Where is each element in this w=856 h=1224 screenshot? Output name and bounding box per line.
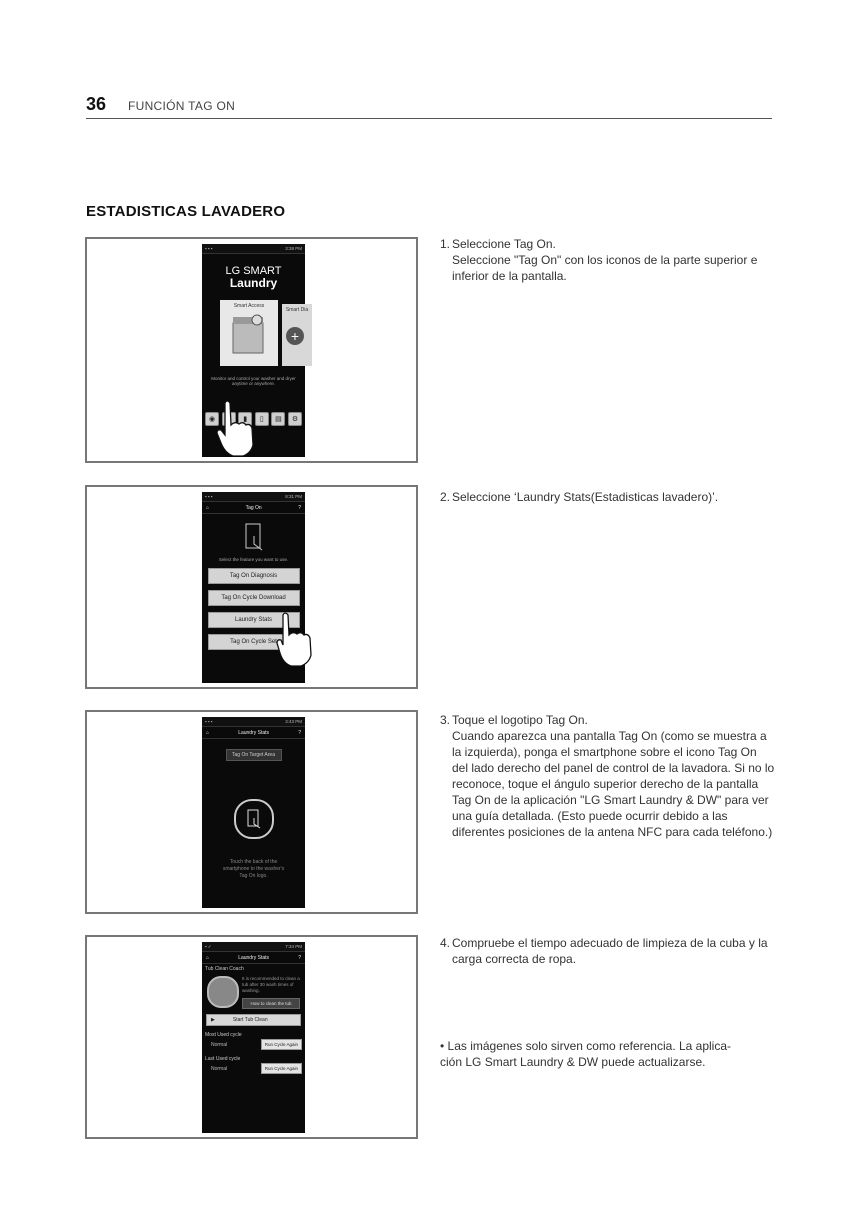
status-time: 3:43 PM xyxy=(285,719,302,724)
app-title-line1: LG SMART xyxy=(225,265,282,277)
how-to-clean-button[interactable]: How to clean the tub xyxy=(242,998,300,1009)
play-icon: ▶ xyxy=(211,1017,215,1023)
status-bar xyxy=(202,717,305,727)
status-bar xyxy=(202,492,305,502)
tub-clean-coach-label: Tub Clean Coach xyxy=(205,966,244,972)
settings-icon[interactable]: ⚙ xyxy=(288,412,302,426)
step-heading: Compruebe el tiempo adecuado de limpieza de la cuba y la carga correcta de ropa. xyxy=(452,936,768,966)
screenshot-frame-3 xyxy=(85,710,418,914)
status-icons: ▪ ▪ ▪ xyxy=(205,494,213,499)
drum-icon xyxy=(207,976,239,1008)
hand-pointer-icon xyxy=(275,611,315,669)
screen-title: Laundry Stats xyxy=(238,954,270,961)
step-heading: Seleccione ‘Laundry Stats(Estadisticas lavadero)’. xyxy=(452,490,719,504)
home-icon[interactable]: ⌂ xyxy=(206,729,210,736)
coach-panel xyxy=(202,974,305,1010)
step-3 xyxy=(440,712,775,840)
reference-note: • Las imágenes solo sirven como referencia. La aplica- ción LG Smart Laundry & DW puede actualizarse. xyxy=(440,1039,732,1069)
page-number: 36 xyxy=(86,94,107,114)
page-title: ESTADISTICAS LAVADERO xyxy=(86,203,286,220)
last-used-label: Last Used cycle xyxy=(205,1056,241,1062)
screenshot-frame-1 xyxy=(85,237,418,463)
step-number: 2. xyxy=(440,490,451,504)
status-time: 7:34 PM xyxy=(285,944,302,949)
plus-icon: + xyxy=(286,327,304,345)
screenshot-frame-4 xyxy=(85,935,418,1139)
home-icon[interactable]: ⌂ xyxy=(206,504,210,511)
start-tub-clean-button[interactable] xyxy=(206,1014,301,1026)
tagline: Monitor and control your washer and dryer anytime or anywhere. xyxy=(211,376,296,386)
washer-illustration xyxy=(229,313,269,357)
smart-access-card[interactable] xyxy=(220,300,278,366)
step-heading: Toque el logotipo Tag On. xyxy=(452,713,588,727)
phone-icon[interactable]: ▯ xyxy=(255,412,269,426)
download-icon[interactable]: ▮ xyxy=(238,412,252,426)
step-1 xyxy=(440,236,775,284)
last-used-value: Normal xyxy=(211,1065,228,1072)
start-tub-clean-label: Start Tub Clean xyxy=(232,1017,268,1023)
phone-screen-4 xyxy=(202,942,305,1133)
tag-on-target-area-button[interactable]: Tag On Target Area xyxy=(226,749,282,761)
status-time: 8:31 PM xyxy=(285,494,302,499)
last-used-row xyxy=(202,1063,305,1074)
instruction-text: Touch the back of the smartphone to the washer's Tag On logo. xyxy=(222,859,285,879)
card-label: Smart Access xyxy=(233,303,265,309)
run-cycle-again-button[interactable]: Run Cycle Again xyxy=(261,1039,302,1050)
screenshot-frame-2 xyxy=(85,485,418,689)
help-icon[interactable]: ? xyxy=(298,504,301,511)
status-bar xyxy=(202,244,305,254)
screen-title: Laundry Stats xyxy=(238,729,270,736)
screen-title: Tag On xyxy=(245,504,262,511)
status-icons: ▪ ✓ xyxy=(205,943,212,949)
manual-icon[interactable]: ▤ xyxy=(271,412,285,426)
tag-on-icon[interactable]: ◉ xyxy=(205,412,219,426)
step-body: Seleccione "Tag On" con los iconos de la parte superior e inferior de la pantalla. xyxy=(452,253,758,283)
page-header xyxy=(86,96,772,119)
tag-on-cycle-set-button[interactable]: Tag On Cycle Set xyxy=(208,634,300,650)
most-used-value: Normal xyxy=(211,1041,228,1048)
tag-on-phone-icon xyxy=(245,808,263,830)
most-used-row xyxy=(202,1039,305,1050)
home-icon[interactable]: ⌂ xyxy=(206,954,210,961)
step-heading: Seleccione Tag On. xyxy=(452,237,556,251)
run-cycle-again-button[interactable]: Run Cycle Again xyxy=(261,1063,302,1074)
step-number: 4. xyxy=(440,936,451,950)
step-2 xyxy=(440,489,775,505)
step-4 xyxy=(440,935,775,967)
card-label: Smart Dia xyxy=(285,307,309,313)
phone-screen-3 xyxy=(202,717,305,908)
step-number: 1. xyxy=(440,237,451,251)
help-icon[interactable]: ? xyxy=(298,729,301,736)
status-time: 3:38 PM xyxy=(285,246,302,251)
app-bar xyxy=(202,952,305,964)
app-bar xyxy=(202,502,305,514)
app-bar xyxy=(202,727,305,739)
tag-on-logo-icon[interactable] xyxy=(234,799,274,839)
coach-text: It is recommended to clean a tub after 30 wash times of washing. xyxy=(242,976,300,993)
status-bar xyxy=(202,942,305,952)
status-icons: ▪ ▪ ▪ xyxy=(205,719,213,724)
hand-pointer-icon xyxy=(215,399,259,457)
step-number: 3. xyxy=(440,713,451,727)
app-title-line2: Laundry xyxy=(229,276,278,290)
tag-on-diagnosis-button[interactable]: Tag On Diagnosis xyxy=(208,568,300,584)
laundry-stats-button[interactable]: Laundry Stats xyxy=(208,612,300,628)
prompt-text: Select the feature you want to use. xyxy=(218,557,289,562)
help-icon[interactable]: ? xyxy=(298,954,301,961)
step-body: Cuando aparezca una pantalla Tag On (como se muestra a la izquierda), ponga el smartphone sobre el icono Tag On del lado derecho del panel de control de la lavadora. Si no lo reconoce, toque el ángulo superior derecho de la pantalla Tag On de la aplicación "LG Smart Laundry & DW" para ver una guía detallada. (Esto puede ocurrir debido a las diferentes posiciones de la antena NFC para cada teléfono.) xyxy=(452,729,775,839)
status-icons: ▪ ▪ ▪ xyxy=(205,246,213,251)
most-used-label: Most Used cycle xyxy=(205,1032,242,1038)
tag-on-phone-icon xyxy=(242,522,266,552)
smart-diagnosis-card[interactable] xyxy=(282,304,312,366)
tag-on-cycle-download-button[interactable]: Tag On Cycle Download xyxy=(208,590,300,606)
section-title: FUNCIÓN TAG ON xyxy=(128,99,236,113)
